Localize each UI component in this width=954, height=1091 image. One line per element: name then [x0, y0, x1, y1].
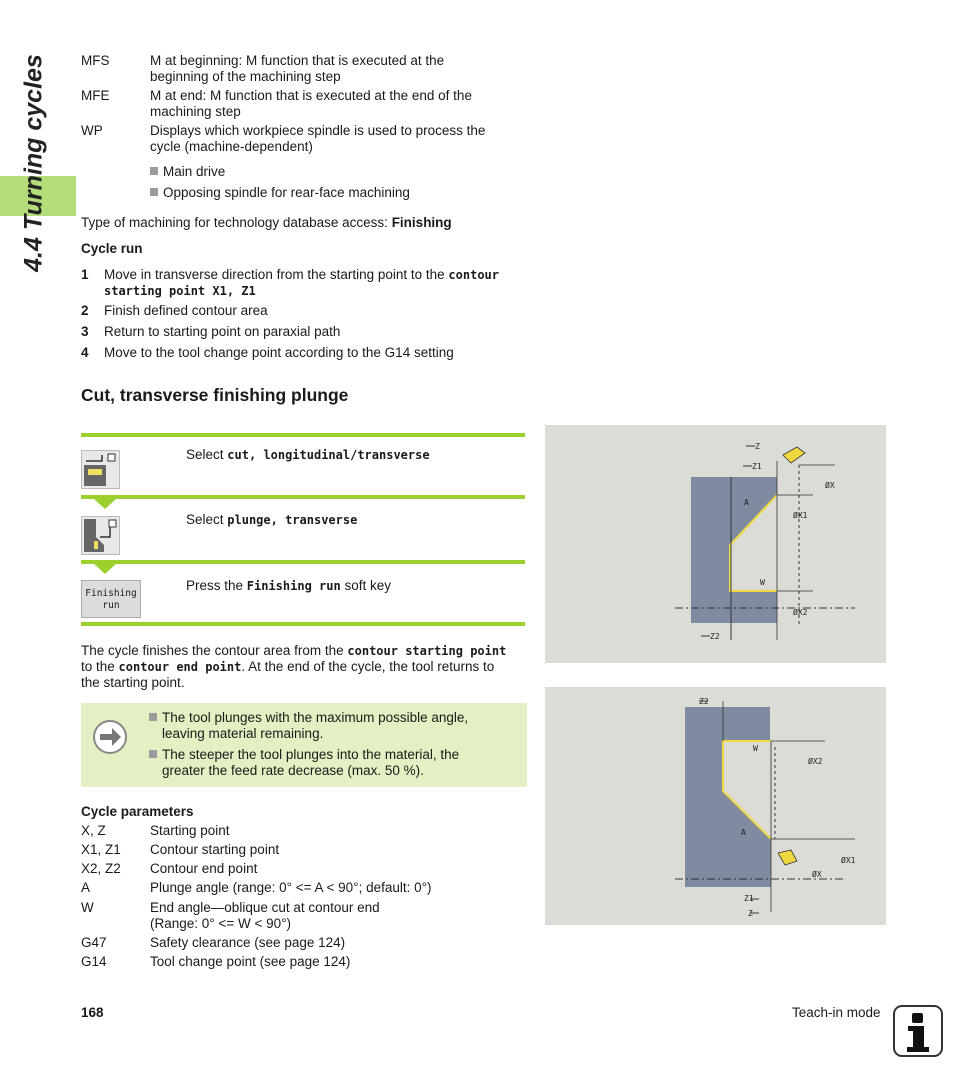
svg-text:ØX1: ØX1 — [793, 511, 808, 520]
tech-db-line: Type of machining for technology database access: Finishing — [81, 215, 452, 230]
svg-text:ØX2: ØX2 — [808, 757, 823, 766]
arrow-right-icon — [92, 719, 128, 755]
finishing-run-softkey[interactable]: Finishing run — [81, 580, 141, 618]
note-box — [81, 703, 527, 787]
svg-text:ØX1: ØX1 — [841, 856, 856, 865]
instruction-3: Press the Finishing run soft key — [186, 578, 391, 593]
figure-contour-1 — [545, 425, 886, 663]
divider — [81, 622, 525, 626]
bullet-icon — [150, 167, 158, 175]
divider — [81, 433, 525, 437]
divider — [81, 495, 525, 499]
bullet-icon — [150, 188, 158, 196]
section-title: Cut, transverse finishing plunge — [81, 385, 349, 405]
svg-text:Z2: Z2 — [710, 632, 720, 641]
workpiece-shape — [691, 477, 777, 623]
instruction-1: Select cut, longitudinal/transverse — [186, 447, 430, 462]
figure-contour-2 — [545, 687, 886, 925]
info-icon — [893, 1005, 943, 1057]
note-item-1: The tool plunges with the maximum possible angle, leaving material remaining. — [149, 710, 519, 742]
footer-mode: Teach-in mode — [792, 1005, 881, 1020]
cycle-select-icon — [81, 450, 120, 489]
down-arrow-icon — [93, 563, 117, 574]
note-item-2: The steeper the tool plunges into the material, the greater the feed rate decrease (max. 50 %). — [149, 747, 519, 779]
cycle-run-heading: Cycle run — [81, 241, 143, 256]
wp-option-main: Main drive — [150, 164, 225, 180]
cycle-params-heading: Cycle parameters — [81, 804, 194, 819]
svg-text:A: A — [741, 828, 746, 837]
instruction-2: Select plunge, transverse — [186, 512, 358, 527]
bullet-icon — [149, 713, 157, 721]
svg-text:Z2: Z2 — [699, 697, 709, 706]
down-arrow-icon — [93, 498, 117, 509]
svg-text:Z: Z — [755, 442, 760, 451]
svg-text:W: W — [760, 578, 765, 587]
svg-text:W: W — [753, 744, 758, 753]
chapter-title: 4.4 Turning cycles — [19, 54, 48, 272]
svg-text:Z1: Z1 — [744, 894, 754, 903]
svg-text:Z: Z — [748, 909, 753, 918]
svg-text:ØX2: ØX2 — [793, 608, 808, 617]
bullet-icon — [149, 750, 157, 758]
svg-text:A: A — [744, 498, 749, 507]
plunge-select-icon — [81, 516, 120, 555]
svg-text:ØX: ØX — [825, 481, 835, 490]
description: The cycle finishes the contour area from the contour starting point to the contour end point. At the end of the cycle, the tool returns to the starting point. — [81, 643, 507, 690]
divider — [81, 560, 525, 564]
page-number: 168 — [81, 1005, 104, 1020]
wp-option-opposing: Opposing spindle for rear-face machining — [150, 185, 410, 201]
svg-text:Z1: Z1 — [752, 462, 762, 471]
svg-text:ØX: ØX — [812, 870, 822, 879]
